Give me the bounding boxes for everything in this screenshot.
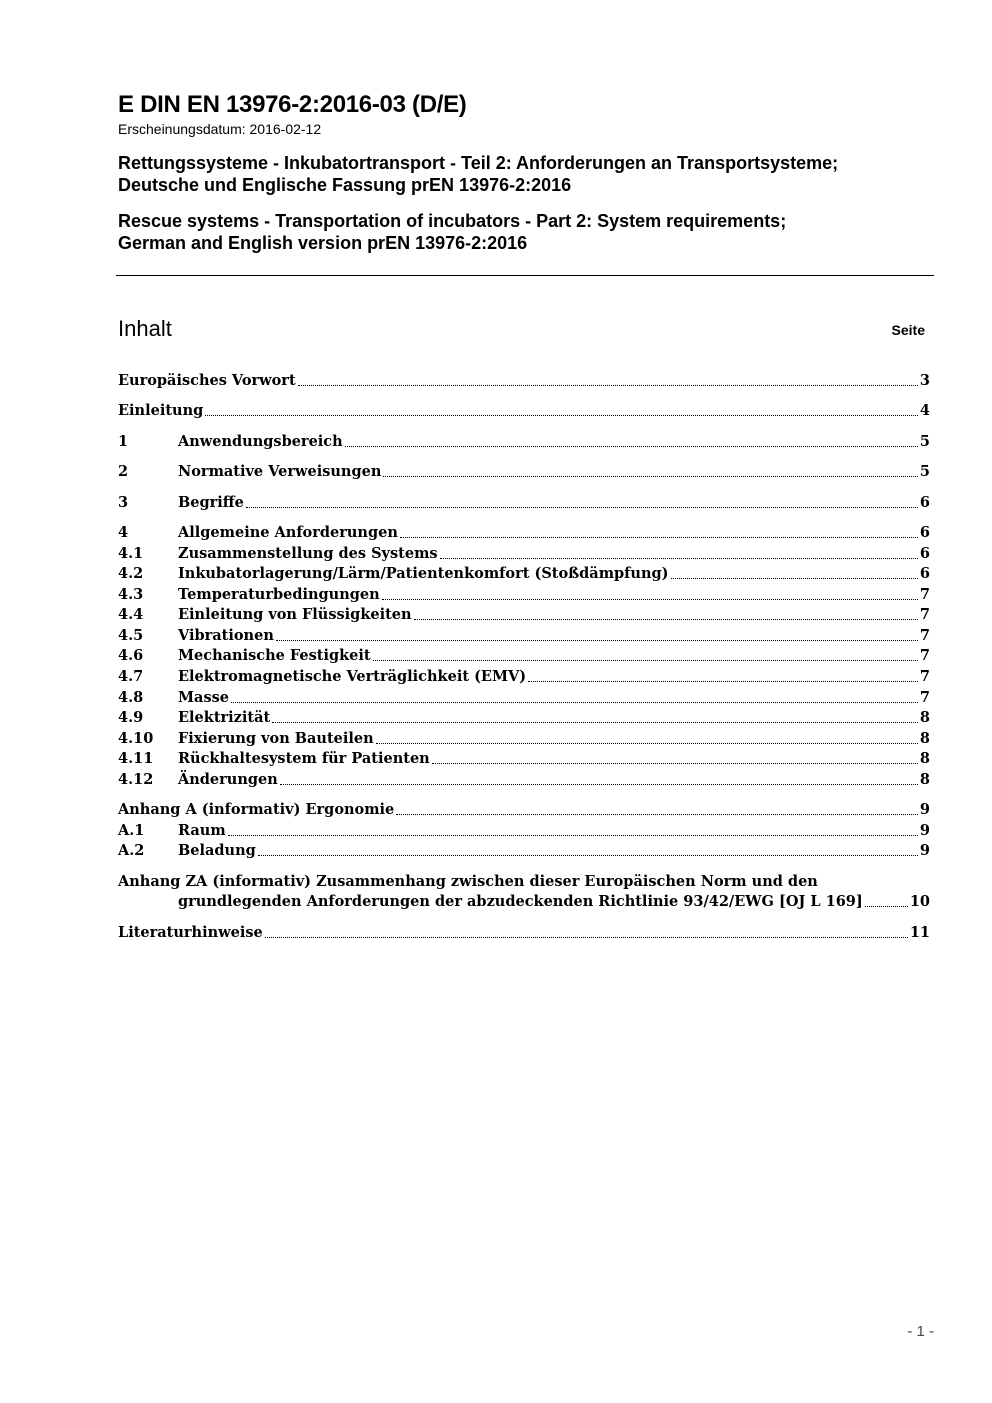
toc-entry-page: 7 [919, 668, 930, 685]
toc-entry-number: 4.3 [118, 586, 144, 603]
toc-dot-leader [272, 722, 918, 723]
toc-entry-number: 4.4 [118, 606, 144, 623]
toc-entry-title: Rückhaltesystem für Patienten [178, 750, 430, 767]
toc-entry-page: 6 [919, 494, 930, 511]
toc-entry-number: 4.6 [118, 647, 144, 664]
toc-entry[interactable] [118, 605, 930, 625]
toc-entry[interactable] [118, 923, 930, 943]
toc-entry[interactable] [118, 729, 930, 749]
toc-entry-page: 8 [919, 750, 930, 767]
toc-entry[interactable] [118, 493, 930, 513]
toc-entry[interactable] [118, 892, 930, 912]
toc-entry-title: Einleitung [118, 402, 204, 419]
toc-dot-leader [396, 814, 918, 815]
toc-dot-leader [400, 537, 918, 538]
toc-entry-title: Raum [178, 822, 226, 839]
toc-entry-title: Temperaturbedingungen [178, 586, 380, 603]
toc-entry[interactable] [118, 688, 930, 708]
toc-entry-page: 10 [909, 893, 930, 910]
toc-entry-title: Elektromagnetische Verträglichkeit (EMV) [178, 668, 527, 685]
toc-entry-title: Allgemeine Anforderungen [178, 524, 398, 541]
toc-entry[interactable] [118, 749, 930, 769]
toc-entry[interactable] [118, 800, 930, 820]
toc-dot-leader [205, 415, 918, 416]
toc-entry[interactable] [118, 841, 930, 861]
toc-entry-page: 9 [919, 842, 930, 859]
toc-entry-number: 4.12 [118, 771, 154, 788]
toc-dot-leader [246, 507, 918, 508]
toc-entry-number: 4 [118, 524, 129, 541]
toc-entry-page: 9 [919, 822, 930, 839]
toc-dot-leader [373, 660, 918, 661]
publication-date: Erscheinungsdatum: 2016-02-12 [118, 121, 322, 137]
toc-entry-page: 7 [919, 586, 930, 603]
title-english-line-1: Rescue systems - Transportation of incubators - Part 2: System requirements; [118, 211, 787, 231]
toc-dot-leader [432, 763, 918, 764]
toc-entry-title: Normative Verweisungen [178, 463, 382, 480]
toc-dot-leader [671, 578, 918, 579]
toc-entry[interactable] [118, 544, 930, 564]
toc-entry-number: 4.1 [118, 545, 144, 562]
toc-entry-title: Literaturhinweise [118, 924, 263, 941]
toc-dot-leader [865, 906, 908, 907]
toc-entry-number: 4.11 [118, 750, 154, 767]
toc-entry-title: Begriffe [178, 494, 244, 511]
toc-dot-leader [276, 640, 918, 641]
toc-entry-first-line: Anhang ZA (informativ) Zusammenhang zwischen dieser Europäischen Norm und den [118, 873, 818, 890]
toc-entry-number: 1 [118, 433, 129, 450]
toc-entry-number: 4.10 [118, 730, 154, 747]
title-german [118, 152, 934, 196]
toc-dot-leader [376, 743, 918, 744]
toc-entry[interactable] [118, 770, 930, 790]
toc-entry-title: Masse [178, 689, 229, 706]
toc-entry-page: 8 [919, 771, 930, 788]
toc-entry[interactable] [118, 564, 930, 584]
toc-entry-title: Inkubatorlagerung/Lärm/Patientenkomfort (Stoßdämpfung) [178, 565, 669, 582]
title-english [118, 210, 934, 254]
toc-dot-leader [298, 385, 918, 386]
toc-dot-leader [528, 681, 918, 682]
toc-entry-number: A.1 [118, 822, 145, 839]
contents-heading: Inhalt [118, 316, 172, 341]
toc-entry-page: 6 [919, 545, 930, 562]
page-number: - 1 - [907, 1323, 934, 1340]
document-title: E DIN EN 13976-2:2016-03 (D/E) [118, 91, 467, 118]
toc-entry-number: 2 [118, 463, 129, 480]
toc-entry-page: 6 [919, 565, 930, 582]
toc-entry-title: Mechanische Festigkeit [178, 647, 371, 664]
toc-dot-leader [258, 855, 918, 856]
page-column-label: Seite [891, 322, 925, 338]
toc-entry[interactable] [118, 821, 930, 841]
header-divider [116, 275, 934, 276]
toc-entry-page: 8 [919, 730, 930, 747]
toc-entry-page: 5 [919, 463, 930, 480]
toc-entry-number: 4.2 [118, 565, 144, 582]
toc-entry[interactable] [118, 585, 930, 605]
toc-entry[interactable] [118, 708, 930, 728]
toc-entry-page: 4 [919, 402, 930, 419]
toc-entry[interactable] [118, 462, 930, 482]
toc-dot-leader [265, 937, 908, 938]
toc-dot-leader [280, 784, 918, 785]
toc-entry[interactable] [118, 523, 930, 543]
toc-entry-title: Beladung [178, 842, 256, 859]
toc-entry-title: Anwendungsbereich [178, 433, 343, 450]
toc-entry-page: 9 [919, 801, 930, 818]
toc-entry-title: Fixierung von Bauteilen [178, 730, 374, 747]
toc-entry-title: Einleitung von Flüssigkeiten [178, 606, 412, 623]
toc-entry-number: A.2 [118, 842, 145, 859]
toc-entry-number: 4.5 [118, 627, 144, 644]
toc-dot-leader [228, 835, 918, 836]
toc-entry-title: grundlegenden Anforderungen der abzudeckenden Richtlinie 93/42/EWG [OJ L 169] [178, 893, 863, 910]
toc-dot-leader [414, 619, 918, 620]
toc-entry-number: 4.7 [118, 668, 144, 685]
toc-entry[interactable] [118, 626, 930, 646]
title-german-line-1: Rettungssysteme - Inkubatortransport - Teil 2: Anforderungen an Transportsysteme; [118, 153, 839, 173]
toc-dot-leader [382, 599, 918, 600]
toc-dot-leader [383, 476, 918, 477]
title-english-line-2: German and English version prEN 13976-2:2016 [118, 233, 528, 253]
toc-entry[interactable] [118, 432, 930, 452]
toc-entry-number: 4.9 [118, 709, 144, 726]
toc-dot-leader [440, 558, 918, 559]
toc-entry[interactable] [118, 667, 930, 687]
toc-entry-title: Zusammenstellung des Systems [178, 545, 438, 562]
toc-entry-title: Änderungen [178, 771, 278, 788]
toc-entry-page: 11 [909, 924, 930, 941]
toc-entry[interactable] [118, 646, 930, 666]
toc-entry-number: 3 [118, 494, 129, 511]
toc-entry-page: 3 [919, 372, 930, 389]
toc-entry-page: 6 [919, 524, 930, 541]
toc-entry[interactable] [118, 371, 930, 391]
toc-entry-number: 4.8 [118, 689, 144, 706]
toc-entry-page: 7 [919, 647, 930, 664]
title-german-line-2: Deutsche und Englische Fassung prEN 13976-2:2016 [118, 175, 572, 195]
toc-entry-page: 8 [919, 709, 930, 726]
toc-dot-leader [345, 446, 918, 447]
toc-entry-title: Europäisches Vorwort [118, 372, 296, 389]
toc-entry[interactable] [118, 401, 930, 421]
toc-dot-leader [231, 702, 918, 703]
document-header [118, 90, 934, 254]
toc-entry-page: 5 [919, 433, 930, 450]
toc-entry-title: Vibrationen [178, 627, 274, 644]
toc-entry-page: 7 [919, 689, 930, 706]
toc-entry-title: Elektrizität [178, 709, 271, 726]
toc-entry-page: 7 [919, 627, 930, 644]
toc-entry-page: 7 [919, 606, 930, 623]
toc-entry-title: Anhang A (informativ) Ergonomie [118, 801, 395, 818]
